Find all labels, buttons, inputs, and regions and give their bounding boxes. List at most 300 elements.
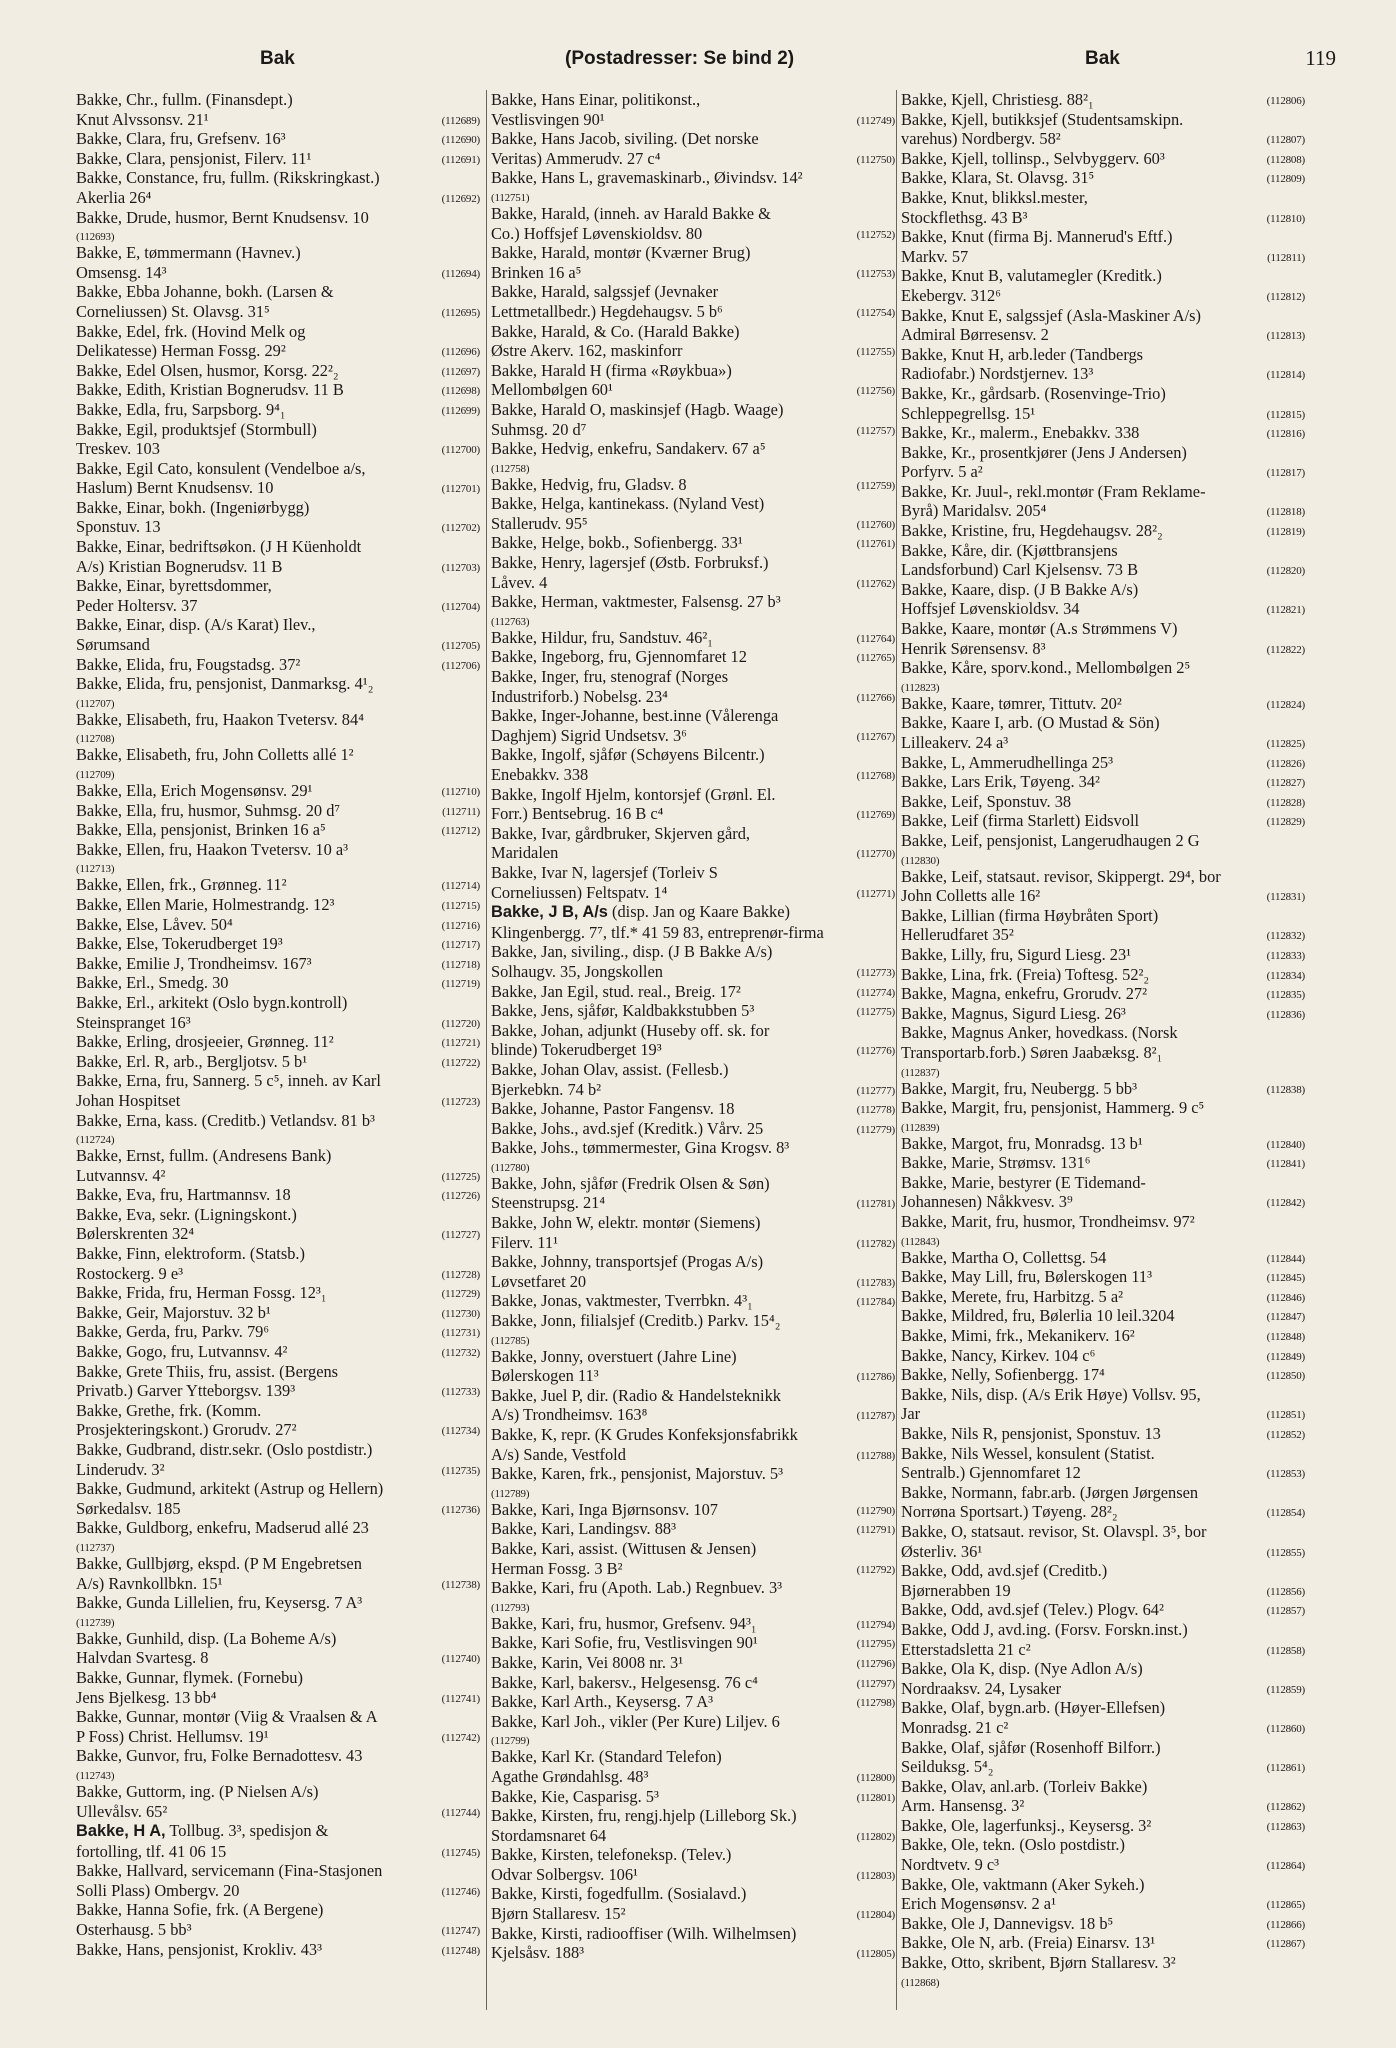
entry-address: Agathe Grøndahlsg. 48³ [491, 1766, 649, 1786]
entry-line [901, 1004, 1305, 1024]
subscriber-number: (112703) [441, 561, 480, 574]
entry-text: Bakke, Hans Jacob, siviling. (Det norske [491, 129, 759, 149]
entry-text: Bakke, Gudbrand, distr.sekr. (Oslo postdistr.) [76, 1440, 373, 1459]
directory-entry [491, 439, 897, 475]
directory-entry [901, 1326, 1307, 1346]
entry-name: Bakke, H A, [76, 1822, 166, 1841]
directory-entry [901, 1365, 1307, 1385]
subscriber-number: (112718) [441, 958, 480, 971]
entry-continuation [901, 1581, 1305, 1601]
directory-entry [491, 647, 897, 667]
entry-text: Bakke, Edla, fru, Sarpsborg. 9⁴₁ [76, 399, 286, 419]
entry-text: Bakke, Lilly, fru, Sigurd Liesg. 23¹ [901, 944, 1132, 964]
entry-address: Peder Holtersv. 37 [76, 595, 198, 615]
entry-continuation [491, 1445, 895, 1465]
subscriber-number: (112765) [856, 652, 895, 665]
entry-continuation [491, 726, 895, 746]
entry-text: Bakke, Lina, frk. (Freia) Toftesg. 52²₂ [901, 964, 1150, 984]
entry-continuation [491, 1943, 895, 1963]
entry-text: Bakke, Johanne, Pastor Fangensv. 18 [491, 1099, 735, 1119]
subscriber-number: (112743) [76, 1769, 115, 1782]
entry-line [491, 1692, 895, 1712]
directory-entry [76, 90, 482, 129]
entry-address: Lilleakerv. 24 a³ [901, 733, 1009, 752]
directory-entry [76, 710, 482, 746]
subscriber-number: (112801) [856, 1791, 895, 1804]
entry-address: Enebakkv. 338 [491, 765, 589, 784]
entry-continuation [901, 1757, 1305, 1777]
subscriber-number: (112769) [856, 809, 895, 822]
entry-text: Bakke, Kari, fru (Apoth. Lab.) Regnbuev. 3³ [491, 1578, 783, 1598]
directory-entry [491, 282, 897, 321]
directory-entry [76, 1861, 482, 1900]
subscriber-number: (112824) [1266, 698, 1305, 711]
directory-entry [76, 801, 482, 821]
subscriber-number: (112791) [856, 1524, 895, 1537]
entry-text: Bakke, Kaare, montør (A.s Strømmens V) [901, 619, 1178, 639]
directory-entry [76, 973, 482, 993]
entry-continuation [76, 110, 480, 130]
directory-entry [901, 1424, 1307, 1444]
directory-entry [491, 863, 897, 902]
directory-entry [901, 1777, 1307, 1816]
directory-entry [901, 1953, 1307, 1989]
directory-entry [901, 1698, 1307, 1737]
entry-text: Bakke, Emilie J, Trondheimsv. 167³ [76, 953, 312, 973]
subscriber-number: (112830) [901, 854, 940, 867]
entry-continuation [901, 1404, 1305, 1424]
entry-line [76, 1052, 480, 1072]
directory-entry [491, 494, 897, 533]
entry-line [491, 1291, 895, 1311]
entry-line [76, 1185, 480, 1205]
subscriber-number: (112713) [76, 863, 115, 876]
subscriber-number: (112735) [441, 1464, 480, 1477]
entry-continuation [76, 1460, 480, 1480]
entry-continuation [76, 1881, 480, 1901]
subscriber-number: (112773) [856, 966, 895, 979]
directory-entry [901, 965, 1307, 985]
entry-address: Veritas) Ammerudv. 27 c⁴ [491, 148, 661, 168]
directory-entry [491, 322, 897, 361]
entry-address: varehus) Nordbergv. 58² [901, 129, 1061, 149]
entry-text: Bakke, Knut, blikksl.mester, [901, 187, 1088, 207]
entry-line [901, 90, 1305, 110]
subscriber-number: (112697) [441, 365, 480, 378]
entry-continuation [76, 1224, 480, 1244]
entry-line [491, 1633, 895, 1653]
entry-text: Bakke, Jan Egil, stud. real., Breig. 17² [491, 981, 741, 1001]
subscriber-number: (112716) [441, 919, 480, 932]
entry-line [491, 475, 895, 495]
entry-text: Bakke, Hallvard, servicemann (Fina-Stasjonen [76, 1861, 383, 1881]
subscriber-number: (112712) [441, 825, 480, 838]
entry-line [901, 1600, 1305, 1620]
entry-text: Bakke, Leif (firma Starlett) Eidsvoll [901, 811, 1140, 831]
subscriber-number: (112847) [1266, 1311, 1305, 1324]
directory-entry [901, 1346, 1307, 1366]
directory-entry [76, 1032, 482, 1052]
entry-address: Hoffsjef Løvenskioldsv. 34 [901, 599, 1080, 619]
directory-entry [901, 945, 1307, 965]
entry-text: Bakke, Herman, vaktmester, Falsensg. 27 b³ [491, 592, 781, 612]
entry-text: Bakke, Kari Sofie, fru, Vestlisvingen 90¹ [491, 1633, 758, 1653]
directory-entry [901, 1023, 1307, 1078]
directory-entry [76, 674, 482, 710]
entry-continuation [76, 1091, 480, 1111]
entry-text: Bakke, Erl., Smedg. 30 [76, 973, 229, 993]
entry-continuation [491, 341, 895, 361]
subscriber-number: (112797) [856, 1677, 895, 1690]
directory-entry [76, 1593, 482, 1629]
directory-entry [901, 1600, 1307, 1620]
entry-text: Bakke, Ole, lagerfunksj., Keysersg. 3² [901, 1815, 1152, 1835]
directory-entry [901, 906, 1307, 945]
subscriber-number: (112828) [1266, 796, 1305, 809]
entry-line [491, 533, 895, 553]
entry-continuation [491, 1233, 895, 1253]
entry-line [76, 1032, 480, 1052]
directory-entry [491, 1519, 897, 1539]
entry-text: Bakke, Magnus, Sigurd Liesg. 26³ [901, 1003, 1126, 1023]
entry-text: Bakke, Hildur, fru, Sandstuv. 46²₁ [491, 627, 713, 647]
subscriber-number: (112727) [441, 1229, 480, 1242]
entry-text: Bakke, Kjell, tollinsp., Selvbyggerv. 60³ [901, 148, 1165, 168]
entry-text: Bakke, Inger-Johanne, best.inne (Vålerenga [491, 706, 779, 726]
entry-line [76, 1940, 480, 1960]
entry-text: Bakke, Gunvor, fru, Folke Bernadottesv. 43 [76, 1746, 363, 1766]
entry-text: Bakke, Nils, disp. (A/s Erik Høye) Vollsv. 95, [901, 1384, 1201, 1404]
entry-continuation [491, 1826, 895, 1846]
entry-text: Bakke, Geir, Majorstuv. 32 b¹ [76, 1302, 271, 1322]
subscriber-number: (112820) [1266, 565, 1305, 578]
entry-text: Bakke, Ella, pensjonist, Brinken 16 a⁵ [76, 820, 326, 840]
subscriber-number: (112809) [1266, 173, 1305, 186]
entry-text: Bakke, Nils Wessel, konsulent (Statist. [901, 1443, 1155, 1463]
entry-line [901, 423, 1305, 443]
entry-continuation [901, 404, 1305, 424]
entry-continuation [901, 886, 1305, 906]
entry-continuation [76, 341, 480, 361]
entry-text: Bakke, L, Ammerudhellinga 25³ [901, 752, 1114, 772]
entry-text: Bakke, Gudmund, arkitekt (Astrup og Hellern) [76, 1479, 384, 1499]
directory-entry [901, 772, 1307, 792]
directory-entry [76, 615, 482, 654]
directory-entry [76, 1283, 482, 1303]
directory-entry [491, 1578, 897, 1614]
entry-text: Bakke, Drude, husmor, Bernt Knudsensv. 10 [76, 207, 369, 227]
directory-entry [901, 1483, 1307, 1522]
entry-address: John Colletts alle 16² [901, 886, 1041, 906]
subscriber-number: (112818) [1266, 506, 1305, 519]
entry-continuation [901, 1192, 1305, 1212]
entry-continuation [491, 962, 895, 982]
entry-text: Bakke, Kie, Casparisg. 5³ [491, 1786, 659, 1806]
entry-text: Bakke, Kr., malerm., Enebakkv. 338 [901, 423, 1140, 443]
entry-line [901, 1816, 1305, 1836]
entry-address: Østerliv. 36¹ [901, 1541, 983, 1561]
entry-address: Rostockerg. 9 e³ [76, 1263, 184, 1283]
subscriber-number: (112821) [1266, 604, 1305, 617]
subscriber-number: (112826) [1266, 757, 1305, 770]
directory-entry [491, 1060, 897, 1099]
directory-entry [76, 400, 482, 420]
entry-text: Bakke, Einar, byrettsdommer, [76, 576, 272, 596]
entry-continuation [491, 263, 895, 283]
entry-text: Bakke, Knut B, valutamegler (Kreditk.) [901, 266, 1162, 286]
entry-address: Ekebergv. 312⁶ [901, 285, 1001, 305]
subscriber-number: (112728) [441, 1268, 480, 1281]
entry-continuation [901, 1502, 1305, 1522]
subscriber-number: (112730) [441, 1307, 480, 1320]
subscriber-number: (112775) [856, 1006, 895, 1019]
directory-entry [76, 420, 482, 459]
directory-entry [76, 820, 482, 840]
entry-address: Erich Mogensønsv. 2 a¹ [901, 1894, 1056, 1914]
entry-text: Bakke, Nancy, Kirkev. 104 c⁶ [901, 1345, 1096, 1365]
entry-text: Bakke, Karl Arth., Keysersg. 7 A³ [491, 1692, 714, 1712]
entry-continuation [491, 1904, 895, 1924]
entry-address: Stockflethsg. 43 B³ [901, 207, 1028, 227]
entry-text: Bakke, Clara, fru, Grefsenv. 16³ [76, 129, 286, 149]
subscriber-number: (112733) [441, 1386, 480, 1399]
entry-text: Bakke, Gunnar, montør (Viig & Vraalsen & A [76, 1707, 378, 1727]
directory-entry [491, 1119, 897, 1139]
directory-entry [901, 1098, 1307, 1134]
entry-continuation [491, 883, 895, 903]
entry-continuation [491, 1405, 895, 1425]
entry-text: Bakke, Ella, Erich Mogensønsv. 29¹ [76, 781, 313, 800]
subscriber-number: (112827) [1266, 777, 1305, 790]
entry-text: Bakke, Erling, drosjeeier, Grønneg. 11² [76, 1032, 334, 1052]
entry-text: Bakke, Hans Einar, politikonst., [491, 90, 701, 109]
subscriber-number: (112805) [856, 1948, 895, 1961]
entry-address: Landsforbund) Carl Kjelsensv. 73 B [901, 560, 1139, 580]
entry-text: Bakke, Ellen, frk., Grønneg. 11² [76, 875, 287, 895]
entry-text: Bakke, Hans L, gravemaskinarb., Øivindsv. 14² [491, 168, 803, 188]
subscriber-number: (112837) [901, 1066, 940, 1079]
directory-entry [901, 1816, 1307, 1836]
entry-text: Bakke, Einar, disp. (A/s Karat) Ilev., [76, 615, 316, 635]
subscriber-number: (112708) [76, 733, 115, 746]
subscriber-number: (112854) [1266, 1507, 1305, 1520]
entry-continuation [901, 325, 1305, 345]
subscriber-number: (112807) [1266, 134, 1305, 147]
directory-entry [491, 982, 897, 1002]
directory-entry [491, 1787, 897, 1807]
subscriber-number: (112831) [1266, 891, 1305, 904]
subscriber-number: (112741) [441, 1692, 480, 1705]
entry-continuation [76, 596, 480, 616]
subscriber-number: (112768) [856, 770, 895, 782]
entry-text: Bakke, Karl, bakersv., Helgesensg. 76 c⁴ [491, 1672, 758, 1692]
directory-entry [76, 934, 482, 954]
entry-continuation [901, 1043, 1305, 1063]
subscriber-number: (112744) [441, 1806, 480, 1819]
directory-entry [901, 1933, 1307, 1953]
entry-line [491, 1519, 895, 1539]
directory-entry [76, 1782, 482, 1821]
subscriber-number: (112833) [1266, 949, 1305, 962]
entry-address: Mellombølgen 60¹ [491, 380, 613, 400]
entry-address: Sørkedalsv. 185 [76, 1498, 181, 1518]
subscriber-number: (112719) [441, 978, 480, 991]
entry-continuation [76, 557, 480, 577]
subscriber-number: (112710) [441, 786, 480, 798]
entry-line [76, 820, 480, 840]
entry-continuation [76, 439, 480, 459]
entry-line [491, 1787, 895, 1807]
subscriber-number: (112693) [76, 231, 115, 244]
entry-address: Etterstadsletta 21 c² [901, 1639, 1031, 1659]
entry-line [901, 1287, 1305, 1307]
entry-text: Bakke, Kristine, fru, Hegdehaugsv. 28²₂ [901, 521, 1163, 541]
entry-text: Bakke, Gullbjørg, ekspd. (P M Engebretsen [76, 1553, 362, 1573]
entry-address: Admiral Børresensv. 2 [901, 325, 1049, 345]
entry-continuation [901, 1796, 1305, 1816]
directory-entry [901, 753, 1307, 773]
subscriber-number: (112704) [441, 600, 480, 613]
entry-continuation [901, 1894, 1305, 1914]
directory-entry [901, 831, 1307, 867]
entry-continuation [901, 286, 1305, 306]
entry-continuation [901, 247, 1305, 267]
directory-entry [76, 1900, 482, 1939]
subscriber-number: (112771) [856, 887, 895, 900]
entry-address: Bjørnerabben 19 [901, 1580, 1011, 1600]
entry-continuation [491, 1559, 895, 1579]
entry-line [901, 1134, 1305, 1154]
entry-text: Bakke, Normann, fabr.arb. (Jørgen Jørgensen [901, 1482, 1199, 1502]
subscriber-number: (112793) [491, 1601, 530, 1614]
subscriber-number: (112721) [441, 1037, 480, 1050]
subscriber-number: (112790) [856, 1504, 895, 1517]
directory-entry [76, 1940, 482, 1960]
subscriber-number: (112737) [76, 1541, 115, 1554]
entry-line [491, 1673, 895, 1693]
entry-line [901, 945, 1305, 965]
directory-entry [901, 1248, 1307, 1268]
directory-entry [491, 902, 897, 942]
directory-entry [491, 400, 897, 439]
entry-text: Bakke, Gunhild, disp. (La Boheme A/s) [76, 1628, 337, 1648]
subscriber-number: (112868) [901, 1976, 940, 1989]
entry-text: Bakke, Kåre, sporv.kond., Mellombølgen 2⁵ [901, 658, 1191, 678]
directory-entry [491, 1633, 897, 1653]
entry-text: Bakke, Ella, fru, husmor, Suhmsg. 20 d⁷ [76, 800, 341, 820]
subscriber-number: (112788) [856, 1449, 895, 1462]
subscriber-number: (112843) [901, 1235, 940, 1248]
subscriber-number: (112802) [856, 1830, 895, 1843]
entry-address: Steinspranget 16³ [76, 1012, 191, 1032]
entry-line [901, 1326, 1305, 1346]
entry-text: Bakke, Egil, produktsjef (Stormbull) [76, 419, 317, 439]
directory-entry [491, 592, 897, 628]
directory-entry [491, 168, 897, 204]
directory-entry [491, 1311, 897, 1347]
entry-text: Bakke, Knut H, arb.leder (Tandbergs [901, 344, 1144, 364]
entry-address: Johannesen) Nåkkvesv. 3⁹ [901, 1192, 1073, 1212]
entry-address: Steenstrupsg. 21⁴ [491, 1193, 606, 1213]
entry-continuation [76, 517, 480, 537]
directory-entry [901, 1875, 1307, 1914]
entry-address: Stordamsnaret 64 [491, 1825, 607, 1845]
entry-line [491, 628, 895, 648]
entry-continuation [491, 1767, 895, 1787]
entry-line [491, 647, 895, 667]
entry-address: Linderudv. 3² [76, 1459, 165, 1479]
entry-continuation [901, 501, 1305, 521]
entry-list [901, 90, 1307, 1989]
entry-line [901, 1306, 1305, 1326]
entry-text: Bakke, Otto, skribent, Bjørn Stallaresv. 3² [901, 1953, 1176, 1973]
subscriber-number: (112840) [1266, 1138, 1305, 1151]
entry-line [901, 1933, 1305, 1953]
entry-text: Bakke, Ivar N, lagersjef (Torleiv S [491, 862, 718, 882]
directory-entry [491, 1425, 897, 1464]
subscriber-number: (112715) [441, 899, 480, 912]
entry-continuation [901, 1718, 1305, 1738]
entry-address: Monradsg. 21 c² [901, 1717, 1009, 1737]
directory-entry [901, 694, 1307, 714]
entry-text: Bakke, Mimi, frk., Mekanikerv. 16² [901, 1326, 1135, 1346]
entry-text: Bakke, Clara, pensjonist, Filerv. 11¹ [76, 148, 312, 168]
directory-entry [491, 1464, 897, 1500]
directory-entry [901, 1835, 1307, 1874]
entry-text: Bakke, Leif, statsaut. revisor, Skippergt. 29⁴, bor [901, 866, 1221, 886]
subscriber-number: (112864) [1266, 1860, 1305, 1873]
entry-text: Bakke, Harald, salgssjef (Jevnaker [491, 282, 719, 302]
entry-address: Sentralb.) Gjennomfaret 12 [901, 1463, 1081, 1483]
column-1 [76, 90, 482, 2010]
subscriber-number: (112787) [856, 1410, 895, 1423]
entry-text: Bakke, Karl Joh., vikler (Per Kure) Liljev. 6 [491, 1711, 780, 1731]
directory-entry [491, 1712, 897, 1748]
entry-text: Bakke, Gunda Lillelien, fru, Keysersg. 7 A³ [76, 1593, 363, 1613]
directory-entry [76, 1629, 482, 1668]
entry-address: Co.) Hoffsjef Løvenskioldsv. 80 [491, 223, 703, 243]
entry-address: Haslum) Bernt Knudsensv. 10 [76, 478, 274, 498]
entry-line [491, 1099, 895, 1119]
subscriber-number: (112691) [441, 153, 480, 166]
subscriber-number: (112836) [1266, 1008, 1305, 1021]
entry-text: Bakke, Chr., fullm. (Finansdept.) [76, 90, 293, 109]
entry-text: Bakke, Einar, bedriftsøkon. (J H Küenholdt [76, 537, 362, 557]
directory-entry [491, 1845, 897, 1884]
entry-address: blinde) Tokerudberget 19³ [491, 1040, 662, 1060]
subscriber-number: (112711) [442, 805, 480, 818]
entry-text: Bakke, Grete Thiis, fru, assist. (Bergens [76, 1361, 339, 1381]
entry-text: Bakke, Marie, Strømsv. 131⁶ [901, 1153, 1091, 1173]
subscriber-number: (112689) [441, 114, 480, 127]
directory-entry [76, 655, 482, 675]
entry-text: Bakke, Harald, & Co. (Harald Bakke) [491, 321, 740, 341]
directory-entry [901, 168, 1307, 188]
directory-entry [901, 443, 1307, 482]
directory-entry [901, 867, 1307, 906]
entry-line [76, 954, 480, 974]
subscriber-number: (112799) [491, 1735, 530, 1748]
directory-entry [76, 1707, 482, 1746]
directory-entry [76, 1244, 482, 1283]
entry-text: Bakke, Einar, bokh. (Ingeniørbygg) [76, 497, 310, 517]
subscriber-number: (112709) [76, 769, 115, 781]
entry-address: Odvar Solbergsv. 106¹ [491, 1864, 638, 1884]
subscriber-number: (112774) [856, 986, 895, 999]
subscriber-number: (112861) [1266, 1762, 1305, 1775]
entry-address: A/s) Sande, Vestfold [491, 1444, 626, 1464]
entry-text: Bakke, Erna, fru, Sannerg. 5 c⁵, inneh. av Karl [76, 1071, 381, 1091]
